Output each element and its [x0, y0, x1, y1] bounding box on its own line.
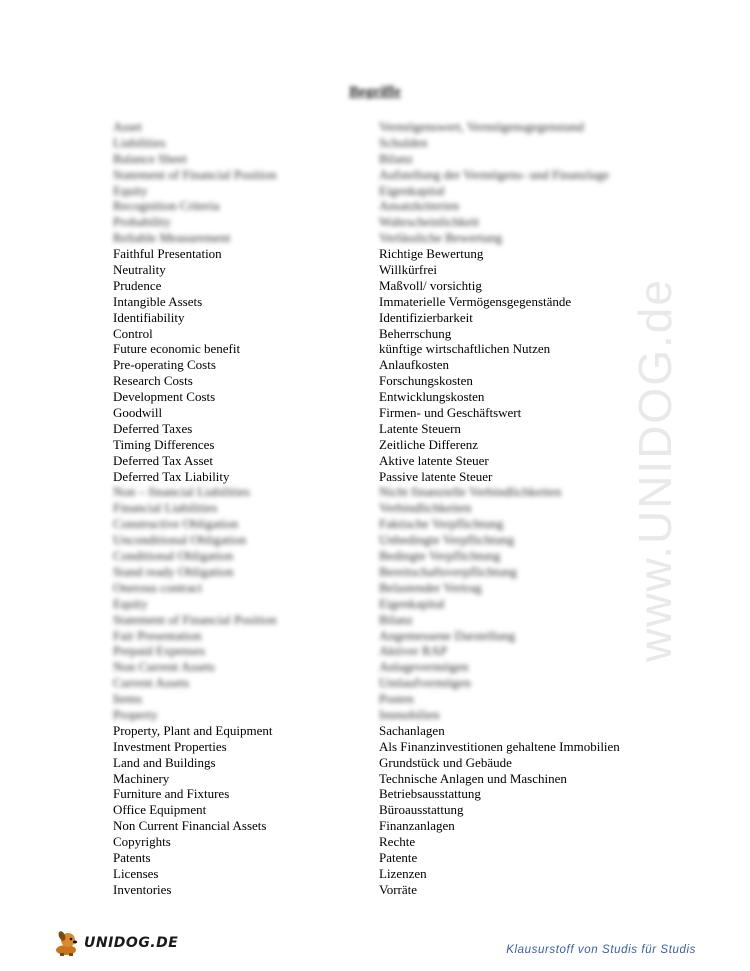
term-german: Anlaufkosten — [379, 357, 450, 373]
term-german: Beherrschung — [379, 325, 452, 341]
term-english: Prudence — [113, 277, 162, 293]
term-row — [0, 755, 750, 771]
term-row — [0, 135, 750, 151]
term-english: Research Costs — [113, 373, 193, 389]
term-row — [0, 357, 750, 373]
term-row — [0, 278, 750, 294]
term-row — [0, 723, 750, 739]
term-english: Equity — [113, 595, 148, 611]
term-german: Forschungskosten — [379, 373, 473, 389]
term-english: Statement of Financial Position — [113, 611, 277, 627]
term-english: Equity — [113, 182, 148, 198]
term-row — [0, 326, 750, 342]
term-german: Lizenzen — [379, 865, 427, 881]
term-german: Patente — [379, 849, 418, 865]
term-english: Fair Presentation — [113, 627, 202, 643]
term-german: Faktische Verpflichtung — [379, 516, 504, 532]
term-german: Aktive latente Steuer — [379, 452, 489, 468]
term-english: Asset — [113, 119, 142, 134]
term-english: Reliable Measurement — [113, 230, 231, 246]
page-title: Begriffe — [349, 84, 401, 100]
term-row — [0, 294, 750, 310]
term-english: Balance Sheet — [113, 150, 187, 166]
term-row — [0, 691, 750, 707]
term-row — [0, 580, 750, 596]
term-english: Non Current Financial Assets — [113, 818, 267, 834]
term-german: Bilanz — [379, 611, 413, 627]
term-english: Conditional Obligation — [113, 548, 234, 564]
term-english: Property, Plant and Equipment — [113, 722, 273, 738]
unidog-logo — [52, 928, 178, 958]
term-english: Future economic benefit — [113, 341, 241, 357]
term-english: Investment Properties — [113, 738, 227, 754]
term-german: Identifizierbarkeit — [379, 309, 473, 325]
term-row — [0, 850, 750, 866]
term-row — [0, 739, 750, 755]
term-english: Deferred Tax Liability — [113, 468, 230, 484]
term-row — [0, 421, 750, 437]
term-english: Machinery — [113, 770, 170, 786]
term-row — [0, 643, 750, 659]
term-english: Property — [113, 706, 158, 722]
term-row — [0, 628, 750, 644]
term-english: Neutrality — [113, 262, 166, 278]
term-row — [0, 389, 750, 405]
term-row — [0, 373, 750, 389]
term-row — [0, 771, 750, 787]
term-german: Schulden — [379, 134, 428, 150]
term-english: Stand ready Obligation — [113, 563, 234, 579]
term-english: Intangible Assets — [113, 293, 203, 309]
term-german: Anlagevermögen — [379, 659, 469, 675]
term-german: Ansatzkriterien — [379, 198, 460, 214]
term-english: Faithful Presentation — [113, 246, 222, 262]
term-row — [0, 564, 750, 580]
term-german: Belastender Vertrag — [379, 579, 482, 595]
term-german: Sachanlagen — [379, 722, 445, 738]
term-german: Vermögenswert, Vermögensgegenstand — [379, 119, 584, 134]
term-english: Current Assets — [113, 675, 190, 691]
term-row — [0, 548, 750, 564]
term-row — [0, 612, 750, 628]
term-english: Licenses — [113, 865, 159, 881]
term-english: Onerous contract — [113, 579, 203, 595]
term-german: Grundstück und Gebäude — [379, 754, 512, 770]
term-english: Recognition Criteria — [113, 198, 220, 214]
term-english: Identifiability — [113, 309, 185, 325]
footer-tagline: Klausurstoff von Studis für Studis — [506, 944, 696, 956]
term-english: Financial Liabilities — [113, 500, 218, 516]
term-row — [0, 659, 750, 675]
term-row — [0, 500, 750, 516]
term-german: Büroausstattung — [379, 802, 464, 818]
term-german: Posten — [379, 691, 414, 707]
term-german: Eigenkapital — [379, 595, 445, 611]
term-english: Items — [113, 691, 142, 707]
term-row — [0, 341, 750, 357]
term-german: Eigenkapital — [379, 182, 445, 198]
term-english: Pre-operating Costs — [113, 357, 216, 373]
term-german: Immaterielle Vermögensgegenstände — [379, 293, 572, 309]
term-german: Latente Steuern — [379, 420, 461, 436]
term-english: Development Costs — [113, 389, 216, 405]
term-english: Copyrights — [113, 834, 171, 850]
term-english: Unconditional Obligation — [113, 532, 247, 548]
term-row — [0, 675, 750, 691]
term-english: Liabilities — [113, 134, 166, 150]
term-row — [0, 183, 750, 199]
term-english: Timing Differences — [113, 436, 215, 452]
term-german: Nicht finanzielle Verbindlichkeiten — [379, 484, 562, 500]
term-english: Probability — [113, 214, 171, 230]
term-german: Passive latente Steuer — [379, 468, 493, 484]
term-english: Furniture and Fixtures — [113, 786, 230, 802]
term-english: Non Current Assets — [113, 659, 215, 675]
term-german: Vorräte — [379, 881, 418, 897]
term-german: Entwicklungskosten — [379, 389, 485, 405]
term-english: Patents — [113, 849, 151, 865]
term-english: Office Equipment — [113, 802, 207, 818]
term-row — [0, 310, 750, 326]
term-english: Deferred Taxes — [113, 420, 193, 436]
term-row — [0, 230, 750, 246]
term-german: Betriebsausstattung — [379, 786, 481, 802]
term-english: Prepaid Expenses — [113, 643, 206, 659]
term-row — [0, 453, 750, 469]
term-row — [0, 596, 750, 612]
term-german: Angemessene Darstellung — [379, 627, 516, 643]
logo-text: UNIDOG.DE — [84, 935, 179, 951]
term-row — [0, 167, 750, 183]
term-row — [0, 437, 750, 453]
term-english: Land and Buildings — [113, 754, 216, 770]
term-german: Wahrscheinlichkeit — [379, 214, 480, 230]
term-english: Inventories — [113, 881, 172, 897]
term-row — [0, 151, 750, 167]
term-german: Bilanz — [379, 150, 413, 166]
term-row — [0, 802, 750, 818]
term-english: Goodwill — [113, 405, 163, 421]
term-row — [0, 405, 750, 421]
term-row — [0, 198, 750, 214]
term-row — [0, 866, 750, 882]
term-row — [0, 246, 750, 262]
term-row — [0, 119, 750, 135]
term-english: Control — [113, 325, 153, 341]
term-german: künftige wirtschaftlichen Nutzen — [379, 341, 551, 357]
term-german: Unbedingte Verpflichtung — [379, 532, 515, 548]
term-row — [0, 818, 750, 834]
dog-mascot-icon — [52, 929, 82, 957]
term-english: Deferred Tax Asset — [113, 452, 213, 468]
term-german: Verlässliche Bewertung — [379, 230, 503, 246]
term-row — [0, 532, 750, 548]
term-german: Willkürfrei — [379, 262, 437, 278]
term-german: Finanzanlagen — [379, 818, 455, 834]
term-english: Non – financial Liabilities — [113, 484, 250, 500]
term-row — [0, 786, 750, 802]
term-german: Bereitschaftsverpflichtung — [379, 563, 517, 579]
term-row — [0, 469, 750, 485]
term-german: Verbindlichkeiten — [379, 500, 472, 516]
term-german: Maßvoll/ vorsichtig — [379, 277, 482, 293]
term-german: Als Finanzinvestitionen gehaltene Immobilien — [379, 738, 620, 754]
term-row — [0, 214, 750, 230]
term-german: Immobilien — [379, 706, 440, 722]
term-row — [0, 516, 750, 532]
term-english: Constructive Obligation — [113, 516, 239, 532]
term-german: Firmen- und Geschäftswert — [379, 405, 522, 421]
term-german: Technische Anlagen und Maschinen — [379, 770, 567, 786]
term-german: Aufstellung der Vermögens- und Finanzlage — [379, 166, 610, 182]
term-row — [0, 834, 750, 850]
term-german: Zeitliche Differenz — [379, 436, 479, 452]
term-english: Statement of Financial Position — [113, 166, 277, 182]
term-row — [0, 262, 750, 278]
glossary-list — [0, 119, 750, 898]
term-german: Richtige Bewertung — [379, 246, 484, 262]
term-german: Umlaufvermögen — [379, 675, 471, 691]
term-row — [0, 707, 750, 723]
term-row — [0, 484, 750, 500]
term-german: Bedingte Verpflichtung — [379, 548, 501, 564]
term-german: Rechte — [379, 834, 416, 850]
watermark-text: www.UNIDOG.de — [629, 278, 681, 662]
term-row — [0, 882, 750, 898]
term-german: Aktiver RAP — [379, 643, 448, 659]
